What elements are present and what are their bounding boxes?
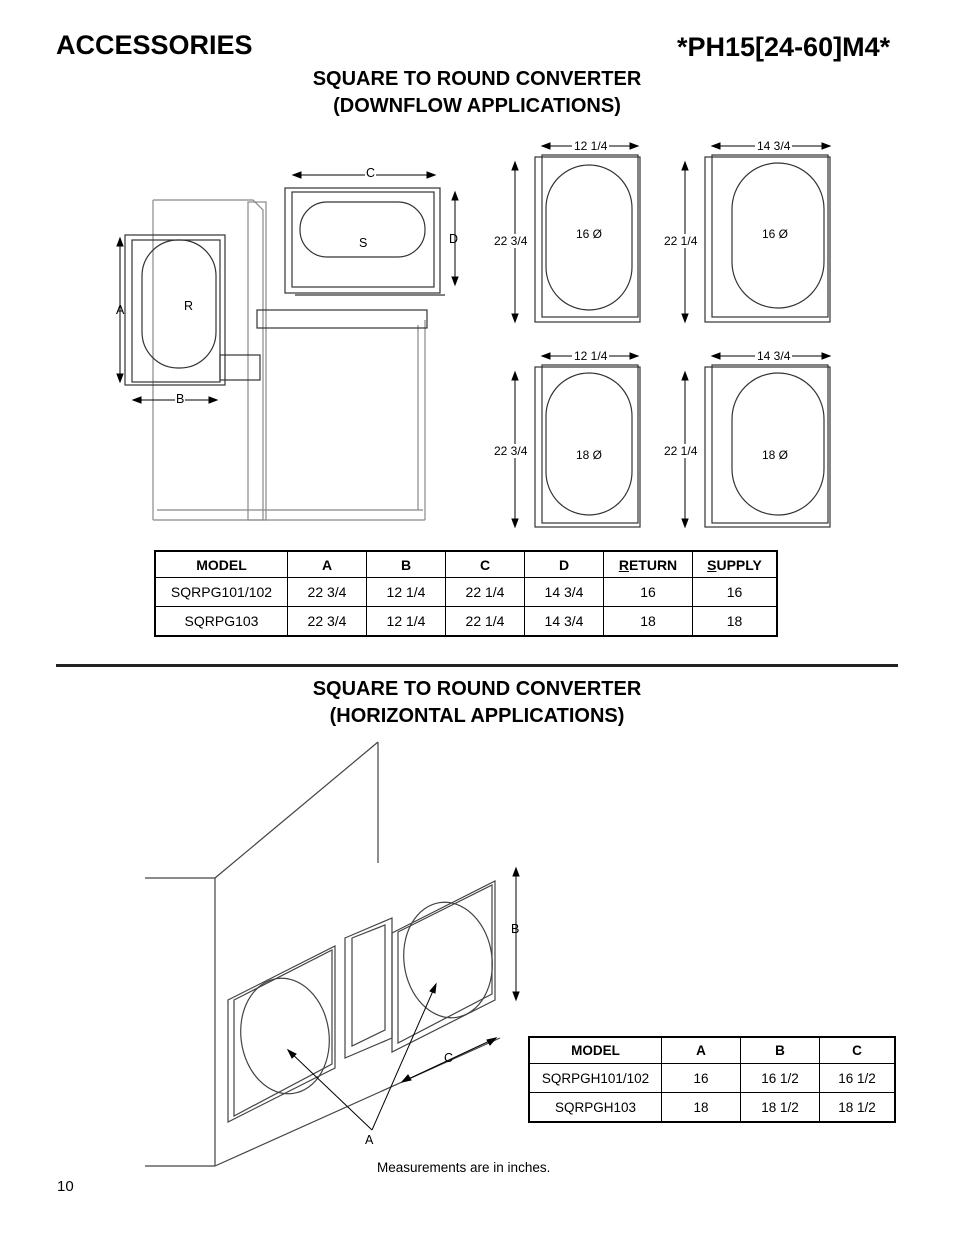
cell-return: 16 (604, 578, 693, 607)
cell-b: 12 1/4 (367, 578, 446, 607)
col-header-supply (693, 551, 778, 578)
cell-c: 22 1/4 (446, 578, 525, 607)
cell-b: 12 1/4 (367, 607, 446, 637)
cell-c: 16 1/2 (820, 1064, 896, 1093)
cell-model: SQRPG101/102 (155, 578, 288, 607)
page-number: 10 (57, 1178, 74, 1195)
downflow-title-line1: SQUARE TO ROUND CONVERTER (312, 68, 642, 90)
col-header-b: B (367, 551, 446, 578)
converter-panels-diagram (490, 135, 840, 535)
cell-model: SQRPGH103 (529, 1093, 662, 1123)
h-dim-label-c: C (444, 1051, 454, 1065)
supply-rest: UPPLY (716, 556, 762, 573)
cell-d: 14 3/4 (525, 578, 604, 607)
cell-b: 16 1/2 (741, 1064, 820, 1093)
return-rest: ETURN (628, 556, 678, 573)
cell-a: 18 (662, 1093, 741, 1123)
cell-c: 22 1/4 (446, 607, 525, 637)
panel-3-width: 12 1/4 (574, 349, 608, 363)
cell-d: 14 3/4 (525, 607, 604, 637)
section-divider (56, 664, 898, 667)
cell-model: SQRPG103 (155, 607, 288, 637)
horizontal-title-line2: (HORIZONTAL APPLICATIONS) (329, 705, 625, 727)
panel-1-height: 22 3/4 (494, 234, 528, 248)
col-header-a: A (662, 1037, 741, 1064)
downflow-spec-table (154, 550, 778, 637)
panel-4-width: 14 3/4 (757, 349, 791, 363)
panel-1-width: 12 1/4 (574, 139, 608, 153)
panel-1-diameter: 16 Ø (576, 227, 603, 241)
col-header-c: C (446, 551, 525, 578)
section-title: ACCESSORIES (56, 30, 253, 60)
h-dim-label-b: B (511, 922, 520, 936)
table-row (155, 607, 777, 637)
cell-a: 22 3/4 (288, 607, 367, 637)
h-dim-label-a: A (365, 1133, 374, 1147)
horizontal-title-line1: SQUARE TO ROUND CONVERTER (312, 678, 642, 700)
col-header-b: B (741, 1037, 820, 1064)
dim-label-a: A (116, 303, 125, 317)
horizontal-spec-table (528, 1036, 896, 1123)
downflow-title (0, 66, 954, 120)
dim-label-d: D (449, 232, 459, 246)
panel-3-height: 22 3/4 (494, 444, 528, 458)
downflow-unit-diagram (100, 150, 480, 530)
table-row (529, 1064, 895, 1093)
col-header-model: MODEL (155, 551, 288, 578)
cell-a: 16 (662, 1064, 741, 1093)
dim-label-c: C (366, 166, 376, 180)
panel-3-diameter: 18 Ø (576, 448, 603, 462)
col-header-model: MODEL (529, 1037, 662, 1064)
panel-2-width: 14 3/4 (757, 139, 791, 153)
model-title: *PH15[24-60]M4* (677, 32, 891, 62)
horizontal-unit-diagram (140, 738, 540, 1178)
table-header-row (529, 1037, 895, 1064)
dim-label-b: B (176, 392, 185, 406)
table-row (529, 1093, 895, 1123)
panel-2-height: 22 1/4 (664, 234, 698, 248)
downflow-title-line2: (DOWNFLOW APPLICATIONS) (333, 95, 621, 117)
supply-label-s: S (359, 236, 368, 250)
return-label-r: R (184, 299, 194, 313)
cell-a: 22 3/4 (288, 578, 367, 607)
col-header-return (604, 551, 693, 578)
cell-supply: 18 (693, 607, 778, 637)
panel-4-diameter: 18 Ø (762, 448, 789, 462)
cell-model: SQRPGH101/102 (529, 1064, 662, 1093)
measurement-note: Measurements are in inches. (377, 1160, 551, 1175)
cell-supply: 16 (693, 578, 778, 607)
table-header-row (155, 551, 777, 578)
horizontal-title (0, 676, 954, 730)
cell-b: 18 1/2 (741, 1093, 820, 1123)
panel-2-diameter: 16 Ø (762, 227, 789, 241)
col-header-a: A (288, 551, 367, 578)
table-row (155, 578, 777, 607)
cell-return: 18 (604, 607, 693, 637)
return-initial: R (618, 556, 629, 573)
col-header-d: D (525, 551, 604, 578)
supply-initial: S (707, 556, 717, 573)
panel-4-height: 22 1/4 (664, 444, 698, 458)
col-header-c: C (820, 1037, 896, 1064)
cell-c: 18 1/2 (820, 1093, 896, 1123)
